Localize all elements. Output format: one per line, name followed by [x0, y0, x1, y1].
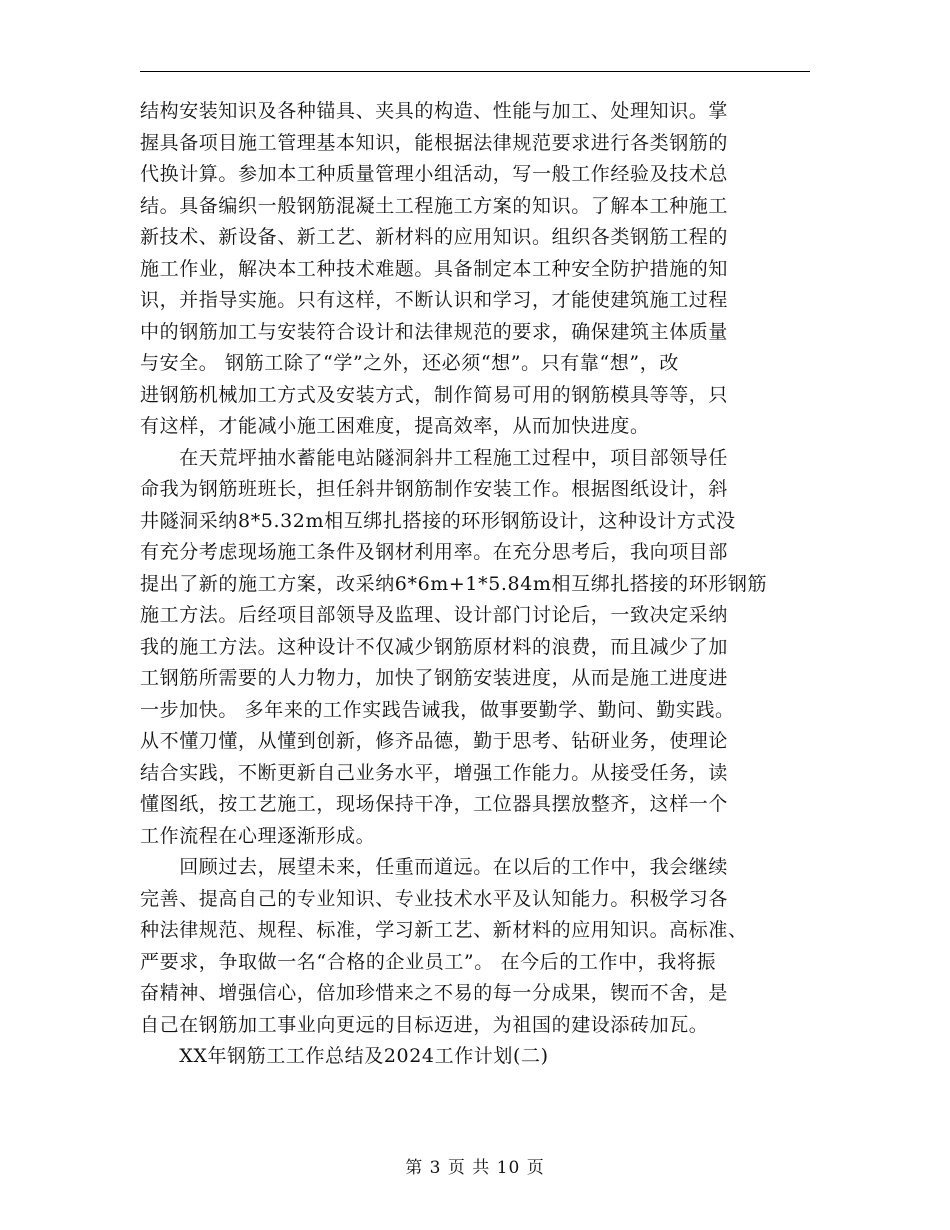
- text-line: 我的施工方法。这种设计不仅减少钢筋原材料的浪费，而且减少了加: [140, 635, 729, 658]
- text-line: 懂图纸，按工艺施工，现场保持干净，工位器具摆放整齐，这样一个: [140, 793, 729, 815]
- document-body: [140, 96, 810, 1073]
- text-line: 工钢筋所需要的人力物力，加快了钢筋安装进度，从而是施工进度进: [140, 667, 729, 689]
- text-line: 识，并指导实施。只有这样，不断认识和学习，才能使建筑施工过程: [140, 289, 729, 311]
- text-line: 结构安装知识及各种锚具、夹具的构造、性能与加工、处理知识。掌: [140, 100, 729, 122]
- text-line: 结合实践，不断更新自己业务水平，增强工作能力。从接受任务，读: [140, 761, 729, 784]
- text-line: 与安全。 钢筋工除了“学”之外，还必须“想”。只有靠“想”，改: [140, 352, 679, 374]
- text-line: 有充分考虑现场施工条件及钢材利用率。在充分思考后，我向项目部: [140, 541, 729, 563]
- page-number-footer: 第 3 页 共 10 页: [405, 1158, 545, 1178]
- text-line: 提出了新的施工方案，改采纳6*6m+1*5.84m相互绑扎搭接的环形钢筋: [140, 572, 768, 595]
- paragraph: [140, 96, 810, 443]
- text-line: 工作流程在心理逐渐形成。: [140, 824, 376, 847]
- text-line: 有这样，才能减小施工困难度，提高效率，从而加快进度。: [140, 415, 650, 437]
- text-line: 施工方法。后经项目部领导及监理、设计部门讨论后，一致决定采纳: [140, 604, 729, 626]
- text-line: 奋精神、增强信心，倍加珍惜来之不易的每一分成果，锲而不舍，是: [140, 982, 729, 1004]
- text-line: 完善、提高自己的专业知识、专业技术水平及认知能力。积极学习各: [140, 887, 729, 910]
- text-line: 新技术、新设备、新工艺、新材料的应用知识。组织各类钢筋工程的: [140, 226, 729, 248]
- text-line: XX年钢筋工工作总结及2024工作计划(二): [140, 1045, 549, 1067]
- text-line: 一步加快。 多年来的工作实践告诫我，做事要勤学、勤问、勤实践。: [140, 698, 735, 721]
- text-line: 在天荒坪抽水蓄能电站隧洞斜井工程施工过程中，项目部领导任: [140, 446, 729, 469]
- text-line: 进钢筋机械加工方式及安装方式，制作简易可用的钢筋模具等等，只: [140, 383, 729, 406]
- header-rule: [140, 71, 810, 72]
- text-line: 回顾过去，展望未来，任重而道远。在以后的工作中，我会继续: [140, 856, 729, 878]
- text-line: 结。具备编织一般钢筋混凝土工程施工方案的知识。了解本工种施工: [140, 194, 729, 217]
- section-heading: [140, 1041, 810, 1073]
- paragraph: [140, 443, 810, 853]
- text-line: 井隧洞采纳8*5.32m相互绑扎搭接的环形钢筋设计，这种设计方式没: [140, 509, 736, 532]
- text-line: 代换计算。参加本工种质量管理小组活动，写一般工作经验及技术总: [140, 163, 729, 185]
- text-line: 中的钢筋加工与安装符合设计和法律规范的要求，确保建筑主体质量: [140, 320, 729, 343]
- text-line: 自己在钢筋加工事业向更远的目标迈进，为祖国的建设添砖加瓦。: [140, 1013, 709, 1036]
- paragraph: [140, 852, 810, 1041]
- text-line: 握具备项目施工管理基本知识，能根据法律规范要求进行各类钢筋的: [140, 131, 729, 154]
- text-line: 种法律规范、规程、标准，学习新工艺、新材料的应用知识。高标准、: [140, 919, 748, 941]
- text-line: 严要求，争取做一名“合格的企业员工”。 在今后的工作中，我将振: [140, 950, 717, 973]
- text-line: 从不懂刀懂，从懂到创新，修齐品德，勤于思考、钻研业务，使理论: [140, 730, 729, 752]
- text-line: 施工作业，解决本工种技术难题。具备制定本工种安全防护措施的知: [140, 257, 729, 280]
- text-line: 命我为钢筋班班长，担任斜井钢筋制作安装工作。根据图纸设计，斜: [140, 478, 729, 500]
